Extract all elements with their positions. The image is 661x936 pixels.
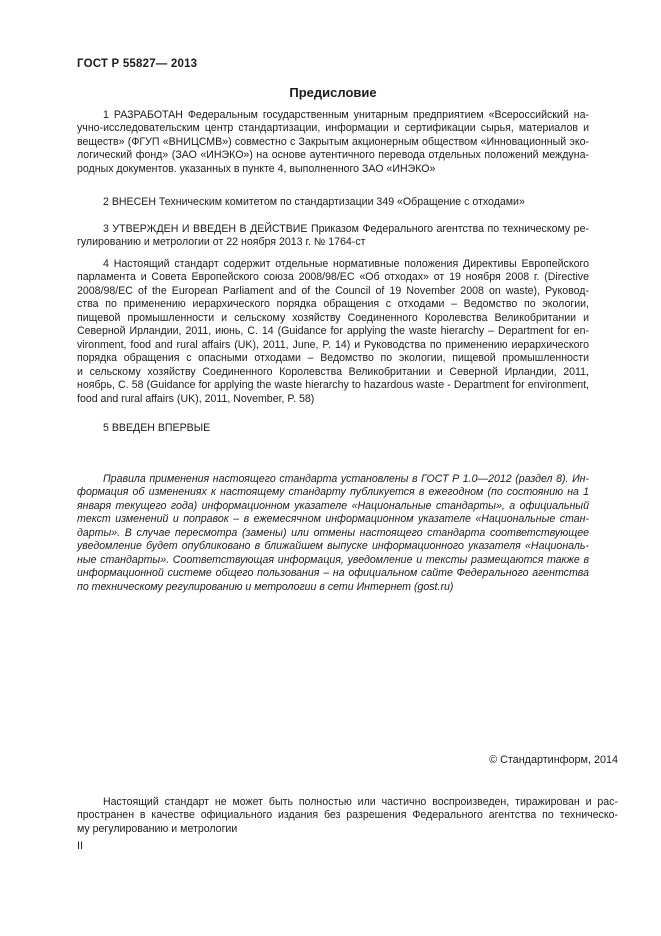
text-line: 1 РАЗРАБОТАН Федеральным государственным унитарным предприятием «Всероссийский на- (103, 109, 589, 121)
text-line: родных документов. указанных в пункте 4, выполненного ЗАО «ИНЭКО» (77, 162, 436, 175)
text-line: пространен в качестве официального издания без разрешения Федерального агентства по техническо- (77, 809, 618, 822)
text-line: му регулированию и метрологии (77, 822, 238, 835)
paragraph-approved-by (77, 223, 589, 250)
text-line: парламента и Совета Европейского союза 2008/98/ЕС «Об отходах» от 19 ноября 2008 г. (Directive (77, 271, 589, 284)
paragraph-introduced-first-time (77, 422, 589, 435)
text-line: и сельскому хозяйству Соединенного Королевства Великобритании и Северной Ирландии, 2011, (77, 365, 589, 378)
text-line: ноябрь, C. 58 (Guidance for applying the waste hierarchy to hazardous waste - Department for environment, (77, 379, 589, 392)
text-line: 4 Настоящий стандарт содержит отдельные нормативные положения Директивы Европейского (103, 258, 589, 270)
text-line: порядка обращения с опасными отходами – Ведомство по экологии, пищевой промышленности (77, 352, 589, 365)
paragraph-submitted-by (77, 196, 589, 209)
paragraph-developed-by (77, 109, 589, 176)
text-line: информационной системе общего пользования – на официальном сайте Федерального агентства (77, 567, 589, 580)
text-line: vironment, food and rural affairs (UK), 2011, June, P. 14) и Руководства по применению иерархического (77, 338, 589, 351)
reproduction-disclaimer (77, 796, 618, 836)
text-line: food and rural affairs (UK), 2011, November, P. 58) (77, 392, 315, 405)
text-line: учно-исследовательским центр стандартизации, информации и сертификации сырья, материалов и (77, 122, 589, 135)
text-line: пищевой промышленности и сельскому хозяйству Соединенного Королевства Великобритании и (77, 311, 589, 324)
text-line: 2 ВНЕСЕН Техническим комитетом по стандартизации 349 «Обращение с отходами» (103, 196, 525, 208)
application-rules-note (77, 473, 589, 594)
paragraph-standard-contents (77, 258, 589, 406)
text-line: уведомление будет опубликовано в ближайшем выпуске информационного указателя «Националь- (77, 540, 589, 553)
text-line: Правила применения настоящего стандарта установлены в ГОСТ Р 1.0—2012 (раздел 8). Ин- (103, 473, 589, 485)
text-line: 2008/98/EC of the European Parliament and of the Council of 19 November 2008 on waste), Руковод- (77, 284, 589, 297)
text-line: 5 ВВЕДЕН ВПЕРВЫЕ (103, 422, 211, 434)
text-line: января текущего года) информационном указателе «Национальные стандарты», а официальный (77, 499, 589, 512)
text-line: текст изменений и поправок – в ежемесячном информационном указателе «Национальные стан- (77, 513, 589, 526)
text-line: ные стандарты». Соответствующая информация, уведомление и тексты размещаются также в (77, 553, 589, 566)
text-line: ства по применению иерархического порядка обращения с отходами – Ведомство по экологии, (77, 298, 589, 311)
copyright-notice: © Стандартинформ, 2014 (489, 754, 618, 766)
page-number: II (77, 840, 84, 852)
text-line: гулированию и метрологии от 22 ноября 2013 г. № 1764-ст (77, 236, 366, 249)
text-line: формация об изменениях к настоящему стандарту публикуется в ежегодном (по состоянию на 1 (77, 486, 589, 499)
text-line: веществ» (ФГУП «ВНИЦСМВ») совместно с Закрытым акционерным обществом «Инновационный эко- (77, 135, 589, 148)
text-line: логический фонд» (ЗАО «ИНЭКО») на основе аутентичного перевода отдельных положений междуна- (77, 149, 589, 162)
text-line: Настоящий стандарт не может быть полностью или частично воспроизведен, тиражирован и рас- (103, 796, 618, 808)
text-line: по техническому регулированию и метрологии в сети Интернет (gost.ru) (77, 580, 454, 593)
text-line: Северной Ирландии, 2011, июнь, С. 14 (Guidance for applying the waste hierarchy – Department for en- (77, 325, 589, 338)
page-title: Предисловие (289, 85, 377, 100)
standard-designation: ГОСТ Р 55827— 2013 (77, 58, 198, 70)
text-line: дарты». В случае пересмотра (замены) или отмены настоящего стандарта соответствующее (77, 526, 589, 539)
text-line: 3 УТВЕРЖДЕН И ВВЕДЕН В ДЕЙСТВИЕ Приказом Федерального агентства по техническому ре- (103, 223, 589, 235)
